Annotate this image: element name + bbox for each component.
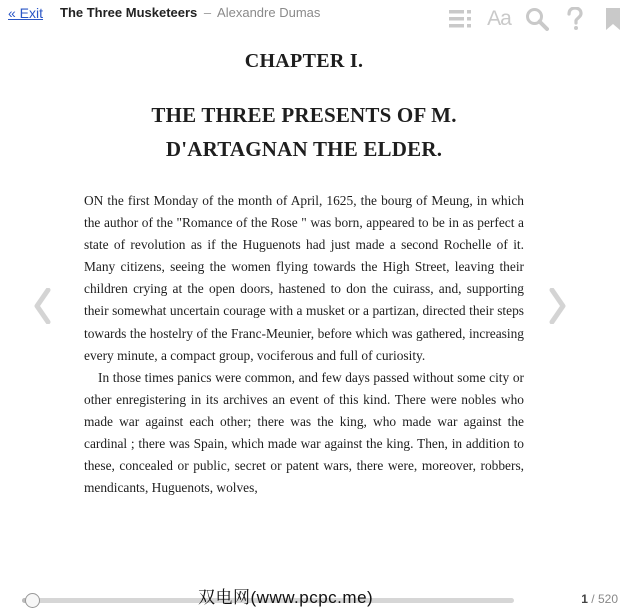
reader-toolbar — [448, 6, 626, 32]
top-bar — [0, 0, 640, 30]
bottom-bar — [0, 585, 640, 615]
bookmark-button[interactable] — [600, 6, 626, 32]
paragraph: In those times panics were common, and few days passed without some city or other enregistering in its archives an event of this kind. There were nobles who made war against each other; there was the king, who made war against the cardinal ; there was Spain, which made war against the king. Then, in addition to these, concealed or public, secret or patent wars, there were, moreover, robbers, mendicants, Huguenots, wolves, — [84, 369, 524, 496]
bookmark-icon — [605, 7, 621, 31]
book-info — [60, 5, 320, 20]
watermark: 双电网(www.pcpc.me) — [198, 588, 374, 607]
chapter-title — [84, 98, 524, 166]
exit-link[interactable]: « Exit — [8, 5, 44, 21]
paragraph: ON the first Monday of the month of April, 1625, the bourg of Meung, in which the author of the "Romance of the Rose " was born, appeared to be in as perfect a state of revolution as if the Huguenots had just made a second Rochelle of it. Many citizens, seeing the women flying towards the High Street, leaving their children crying at the open doors, hastened to don the cuirass, and, supporting their somewhat uncertain courage with a musket or a partizan, directed their steps towards the hostelry of the Franc-Meunier, before which was gathered, increasing every minute, a compact group, vociferous and full of curiosity. — [84, 193, 524, 363]
chevron-left-icon — [32, 288, 52, 324]
next-page-button[interactable] — [548, 288, 568, 324]
chapter-title-line: D'ARTAGNAN THE ELDER. — [165, 137, 443, 161]
page-slider-handle[interactable] — [25, 593, 40, 608]
book-author: Alexandre Dumas — [217, 5, 321, 20]
chevron-right-icon — [548, 288, 568, 324]
font-size-icon: Aa — [487, 7, 511, 30]
search-button[interactable] — [524, 6, 550, 32]
search-icon — [525, 7, 549, 31]
book-page — [84, 40, 524, 499]
contents-icon — [449, 9, 473, 29]
total-pages: 520 — [597, 592, 618, 606]
title-separator: – — [203, 5, 212, 20]
contents-button[interactable] — [448, 6, 474, 32]
chapter-number: CHAPTER I. — [244, 50, 364, 72]
chapter-title-line: THE THREE PRESENTS OF M. — [151, 103, 457, 127]
book-title: The Three Musketeers — [60, 5, 198, 20]
page-counter — [581, 592, 618, 606]
font-size-button[interactable] — [486, 6, 512, 32]
current-page: 1 — [581, 592, 588, 606]
help-icon — [567, 7, 583, 31]
previous-page-button[interactable] — [32, 288, 52, 324]
help-button[interactable] — [562, 6, 588, 32]
page-separator: / — [591, 592, 595, 606]
